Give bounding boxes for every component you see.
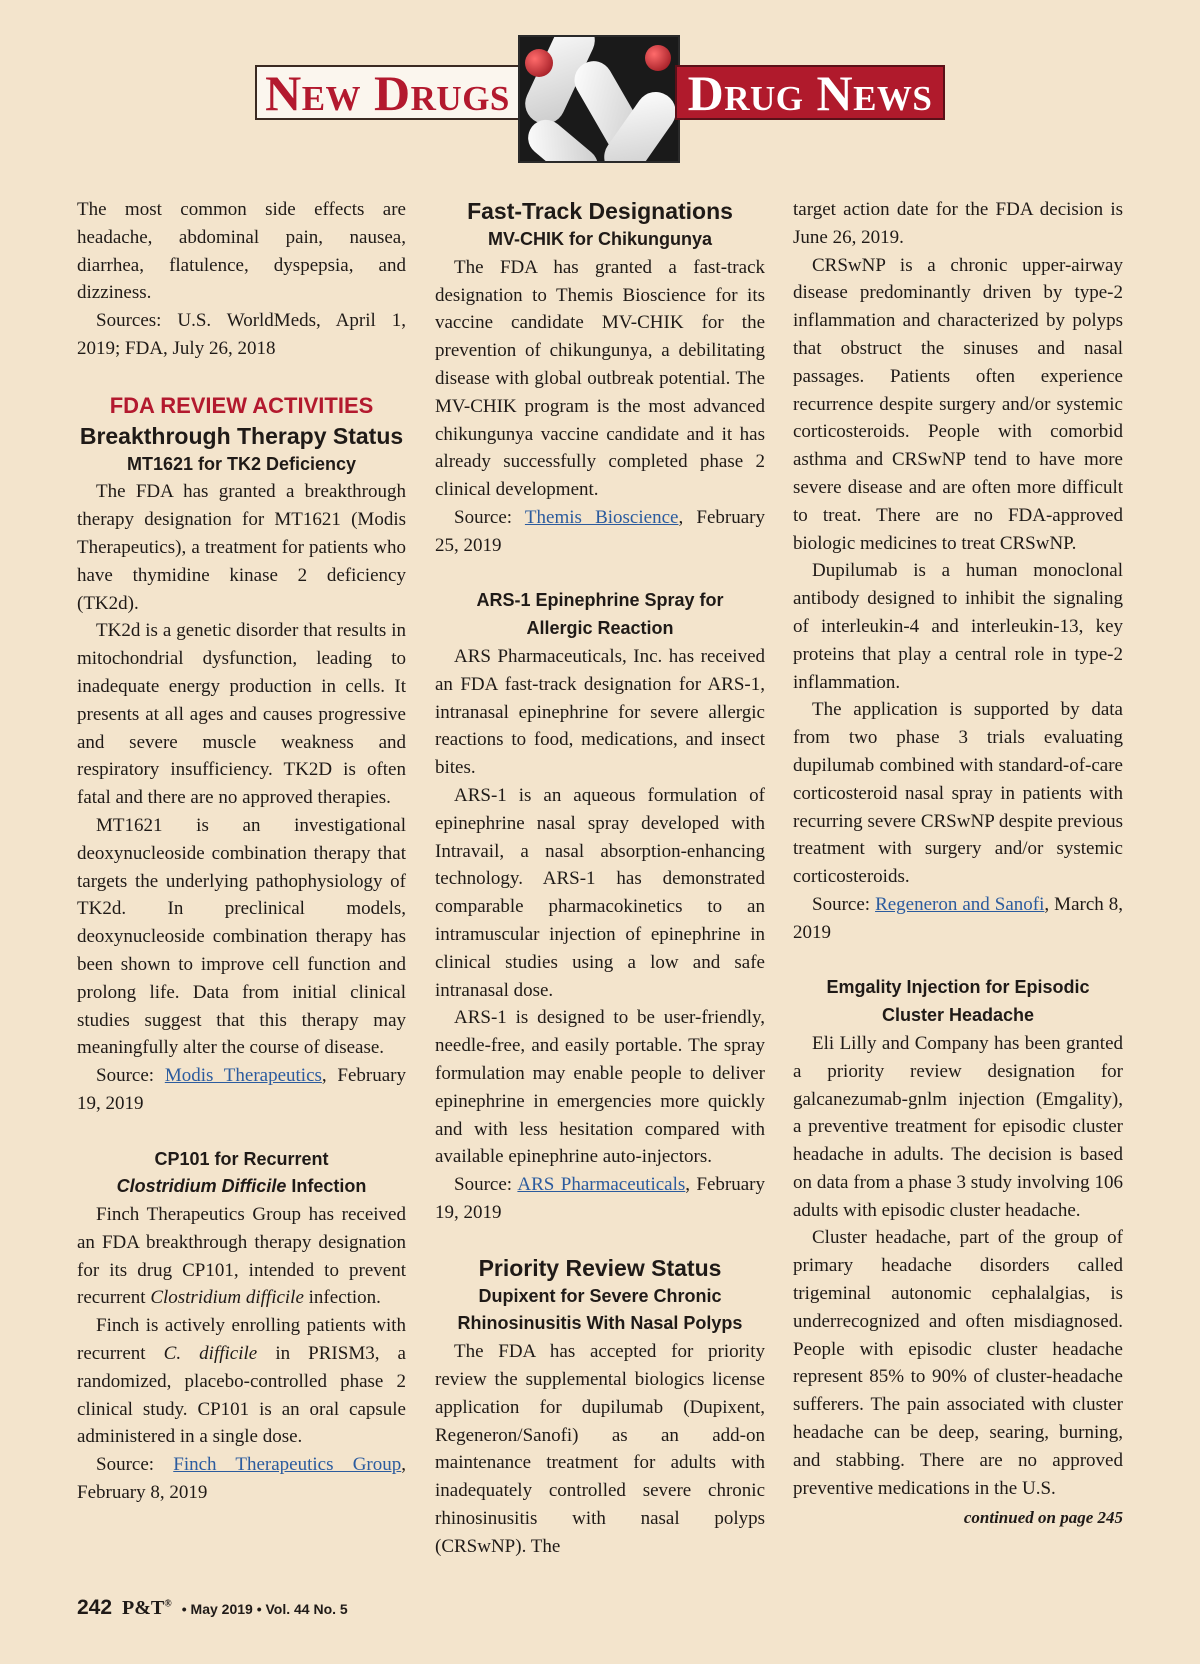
- paragraph: ARS-1 is an aqueous formulation of epinephrine nasal spray developed with Intravail, a nasal absorption-enhancing technology. ARS-1 has demonstrated comparable pharmacokinetics to an intramuscular injection of epinephrine in clinical studies using a low and safe intranasal dose.: [435, 784, 765, 1001]
- subheading-fast-track: Fast-Track Designations: [467, 198, 733, 224]
- paragraph: The FDA has accepted for priority review the supplemental biologics license application for dupilumab (Dupixent, Regeneron/Sanofi) as an add-on maintenance treatment for adults with inadequately controlled severe chronic rhinosinusitis with nasal polyps (CRSwNP). The: [435, 1341, 765, 1557]
- modis-therapeutics-link[interactable]: Modis Therapeutics: [164, 1065, 322, 1087]
- section-heading-fda-review: FDA REVIEW ACTIVITIES: [109, 392, 374, 418]
- paragraph: The FDA has granted a fast-track designation to Themis Bioscience for its vaccine candidate MV-CHIK for the prevention of chikungunya, a debilitating disease with global outbreak potential. The MV-CHIK program is the most advanced chikungunya vaccine candidate and it has already successfully completed phase 2 clinical development.: [435, 256, 765, 501]
- drug-news-title: Drug News: [675, 65, 945, 120]
- themis-bioscience-link[interactable]: Themis Bioscience: [524, 506, 679, 528]
- source-line: Source: ARS Pharmaceuticals, February 19, 2019: [435, 1174, 765, 1223]
- article-title-emgality: Emgality Injection for Episodic Cluster Headache: [826, 977, 1090, 1026]
- article-title-ars1: ARS-1 Epinephrine Spray for Allergic Reaction: [476, 590, 724, 639]
- column-3: [793, 196, 1123, 1532]
- article-title-dupixent: Dupixent for Severe Chronic Rhinosinusitis With Nasal Polyps: [457, 1285, 743, 1334]
- issue-info: • May 2019 • Vol. 44 No. 5: [181, 1601, 348, 1617]
- article-title-mvchik: MV-CHIK for Chikungunya: [488, 229, 712, 249]
- finch-therapeutics-link[interactable]: Finch Therapeutics Group: [173, 1454, 402, 1476]
- paragraph: The FDA has granted a breakthrough therapy designation for MT1621 (Modis Therapeutics), a treatment for patients who have thymidine kinase 2 deficiency (TK2d).: [77, 481, 406, 614]
- source-line: Source: Finch Therapeutics Group, February 8, 2019: [77, 1454, 406, 1504]
- article-title-mt1621: MT1621 for TK2 Deficiency: [126, 453, 357, 474]
- article-title-cp101: CP101 for Recurrent Clostridium Difficile Infection: [116, 1148, 367, 1197]
- ars-pharmaceuticals-link[interactable]: ARS Pharmaceuticals: [517, 1174, 686, 1196]
- source-line: Source: Themis Bioscience, February 25, 2019: [435, 506, 765, 556]
- paragraph: TK2d is a genetic disorder that results in mitochondrial dysfunction, leading to inadequate energy production in cells. It presents at all ages and causes progressive and severe muscle weakness and respiratory insufficiency. TK2D is often fatal and there are no approved therapies.: [77, 620, 406, 809]
- header-banner: [0, 0, 1200, 170]
- paragraph: target action date for the FDA decision is June 26, 2019.: [793, 199, 1123, 248]
- paragraph: The application is supported by data from two phase 3 trials evaluating dupilumab combined with standard-of-care corticosteroid nasal spray in patients with recurring severe CRSwNP despite previous treatment with surgery and/or systemic corticosteroids.: [793, 699, 1123, 888]
- paragraph: MT1621 is an investigational deoxynucleoside combination therapy that targets the underlying pathophysiology of TK2d. In preclinical models, deoxynucleoside combination therapy has been shown to improve cell function and prolong life. Data from initial clinical studies suggest that this therapy may meaningfully alter the course of disease.: [77, 814, 406, 1059]
- source-line: Source: Modis Therapeutics, February 19, 2019: [77, 1065, 407, 1114]
- red-pill-image: [645, 45, 671, 71]
- page-footer: [77, 1596, 348, 1620]
- page-number: 242: [77, 1596, 113, 1619]
- paragraph: CRSwNP is a chronic upper-airway disease predominantly driven by type-2 inflammation and characterized by polyps that obstruct the sinuses and nasal passages. Patients often experience recurrence despite surgery and/or systemic corticosteroids. People with comorbid asthma and CRSwNP tend to have more severe disease and are often more difficult to treat. There are no FDA-approved biologic medicines to treat CRSwNP.: [793, 254, 1123, 554]
- column-2: [435, 196, 765, 1561]
- regeneron-sanofi-link[interactable]: Regeneron and Sanofi: [875, 893, 1045, 915]
- paragraph: Eli Lilly and Company has been granted a priority review designation for galcanezumab-gnlm injection (Emgality), a preventive treatment for episodic cluster headache in adults. The decision is based on data from a phase 3 study involving 106 adults with episodic cluster headache.: [793, 1032, 1123, 1221]
- subheading-priority-review: Priority Review Status: [478, 1254, 722, 1281]
- paragraph: Finch Therapeutics Group has received an FDA breakthrough therapy designation for its drug CP101, intended to prevent recurrent Clostridium difficile infection.: [77, 1204, 406, 1309]
- journal-name: P&T®: [122, 1597, 172, 1619]
- paragraph: The most common side effects are headache, abdominal pain, nausea, diarrhea, flatulence, dyspepsia, and dizziness.: [77, 199, 406, 304]
- pills-photo: [518, 35, 680, 163]
- subheading-breakthrough: Breakthrough Therapy Status: [79, 422, 404, 449]
- paragraph: Cluster headache, part of the group of primary headache disorders called trigeminal autonomic cephalalgias, is underrecognized and often misdiagnosed. People with episodic cluster headache represent 85% to 90% of cluster-headache sufferers. The pain associated with cluster headache can be deep, searing, burning, and stabbing. There are no approved preventive medications in the U.S.: [793, 1227, 1123, 1499]
- new-drugs-title: New Drugs: [255, 65, 520, 120]
- source-line: Sources: U.S. WorldMeds, April 1, 2019; FDA, July 26, 2018: [77, 310, 406, 359]
- paragraph: Finch is actively enrolling patients with recurrent C. difficile in PRISM3, a randomized, placebo-controlled phase 2 clinical study. CP101 is an oral capsule administered in a single dose.: [77, 1315, 406, 1448]
- column-1: [77, 196, 406, 1507]
- continued-note: continued on page 245: [963, 1508, 1123, 1528]
- source-line: Source: Regeneron and Sanofi, March 8, 2019: [793, 893, 1124, 943]
- red-pill-image: [525, 49, 553, 77]
- paragraph: Dupilumab is a human monoclonal antibody designed to inhibit the signaling of interleukin-4 and interleukin-13, key proteins that play a central role in type-2 inflammation.: [793, 560, 1123, 693]
- paragraph: ARS Pharmaceuticals, Inc. has received an FDA fast-track designation for ARS-1, intranasal epinephrine for severe allergic reactions to food, medications, and insect bites.: [435, 645, 765, 779]
- paragraph: ARS-1 is designed to be user-friendly, needle-free, and easily portable. The spray formulation may enable people to deliver epinephrine in emergencies more quickly and with less hesitation compared with available epinephrine auto-injectors.: [435, 1007, 765, 1168]
